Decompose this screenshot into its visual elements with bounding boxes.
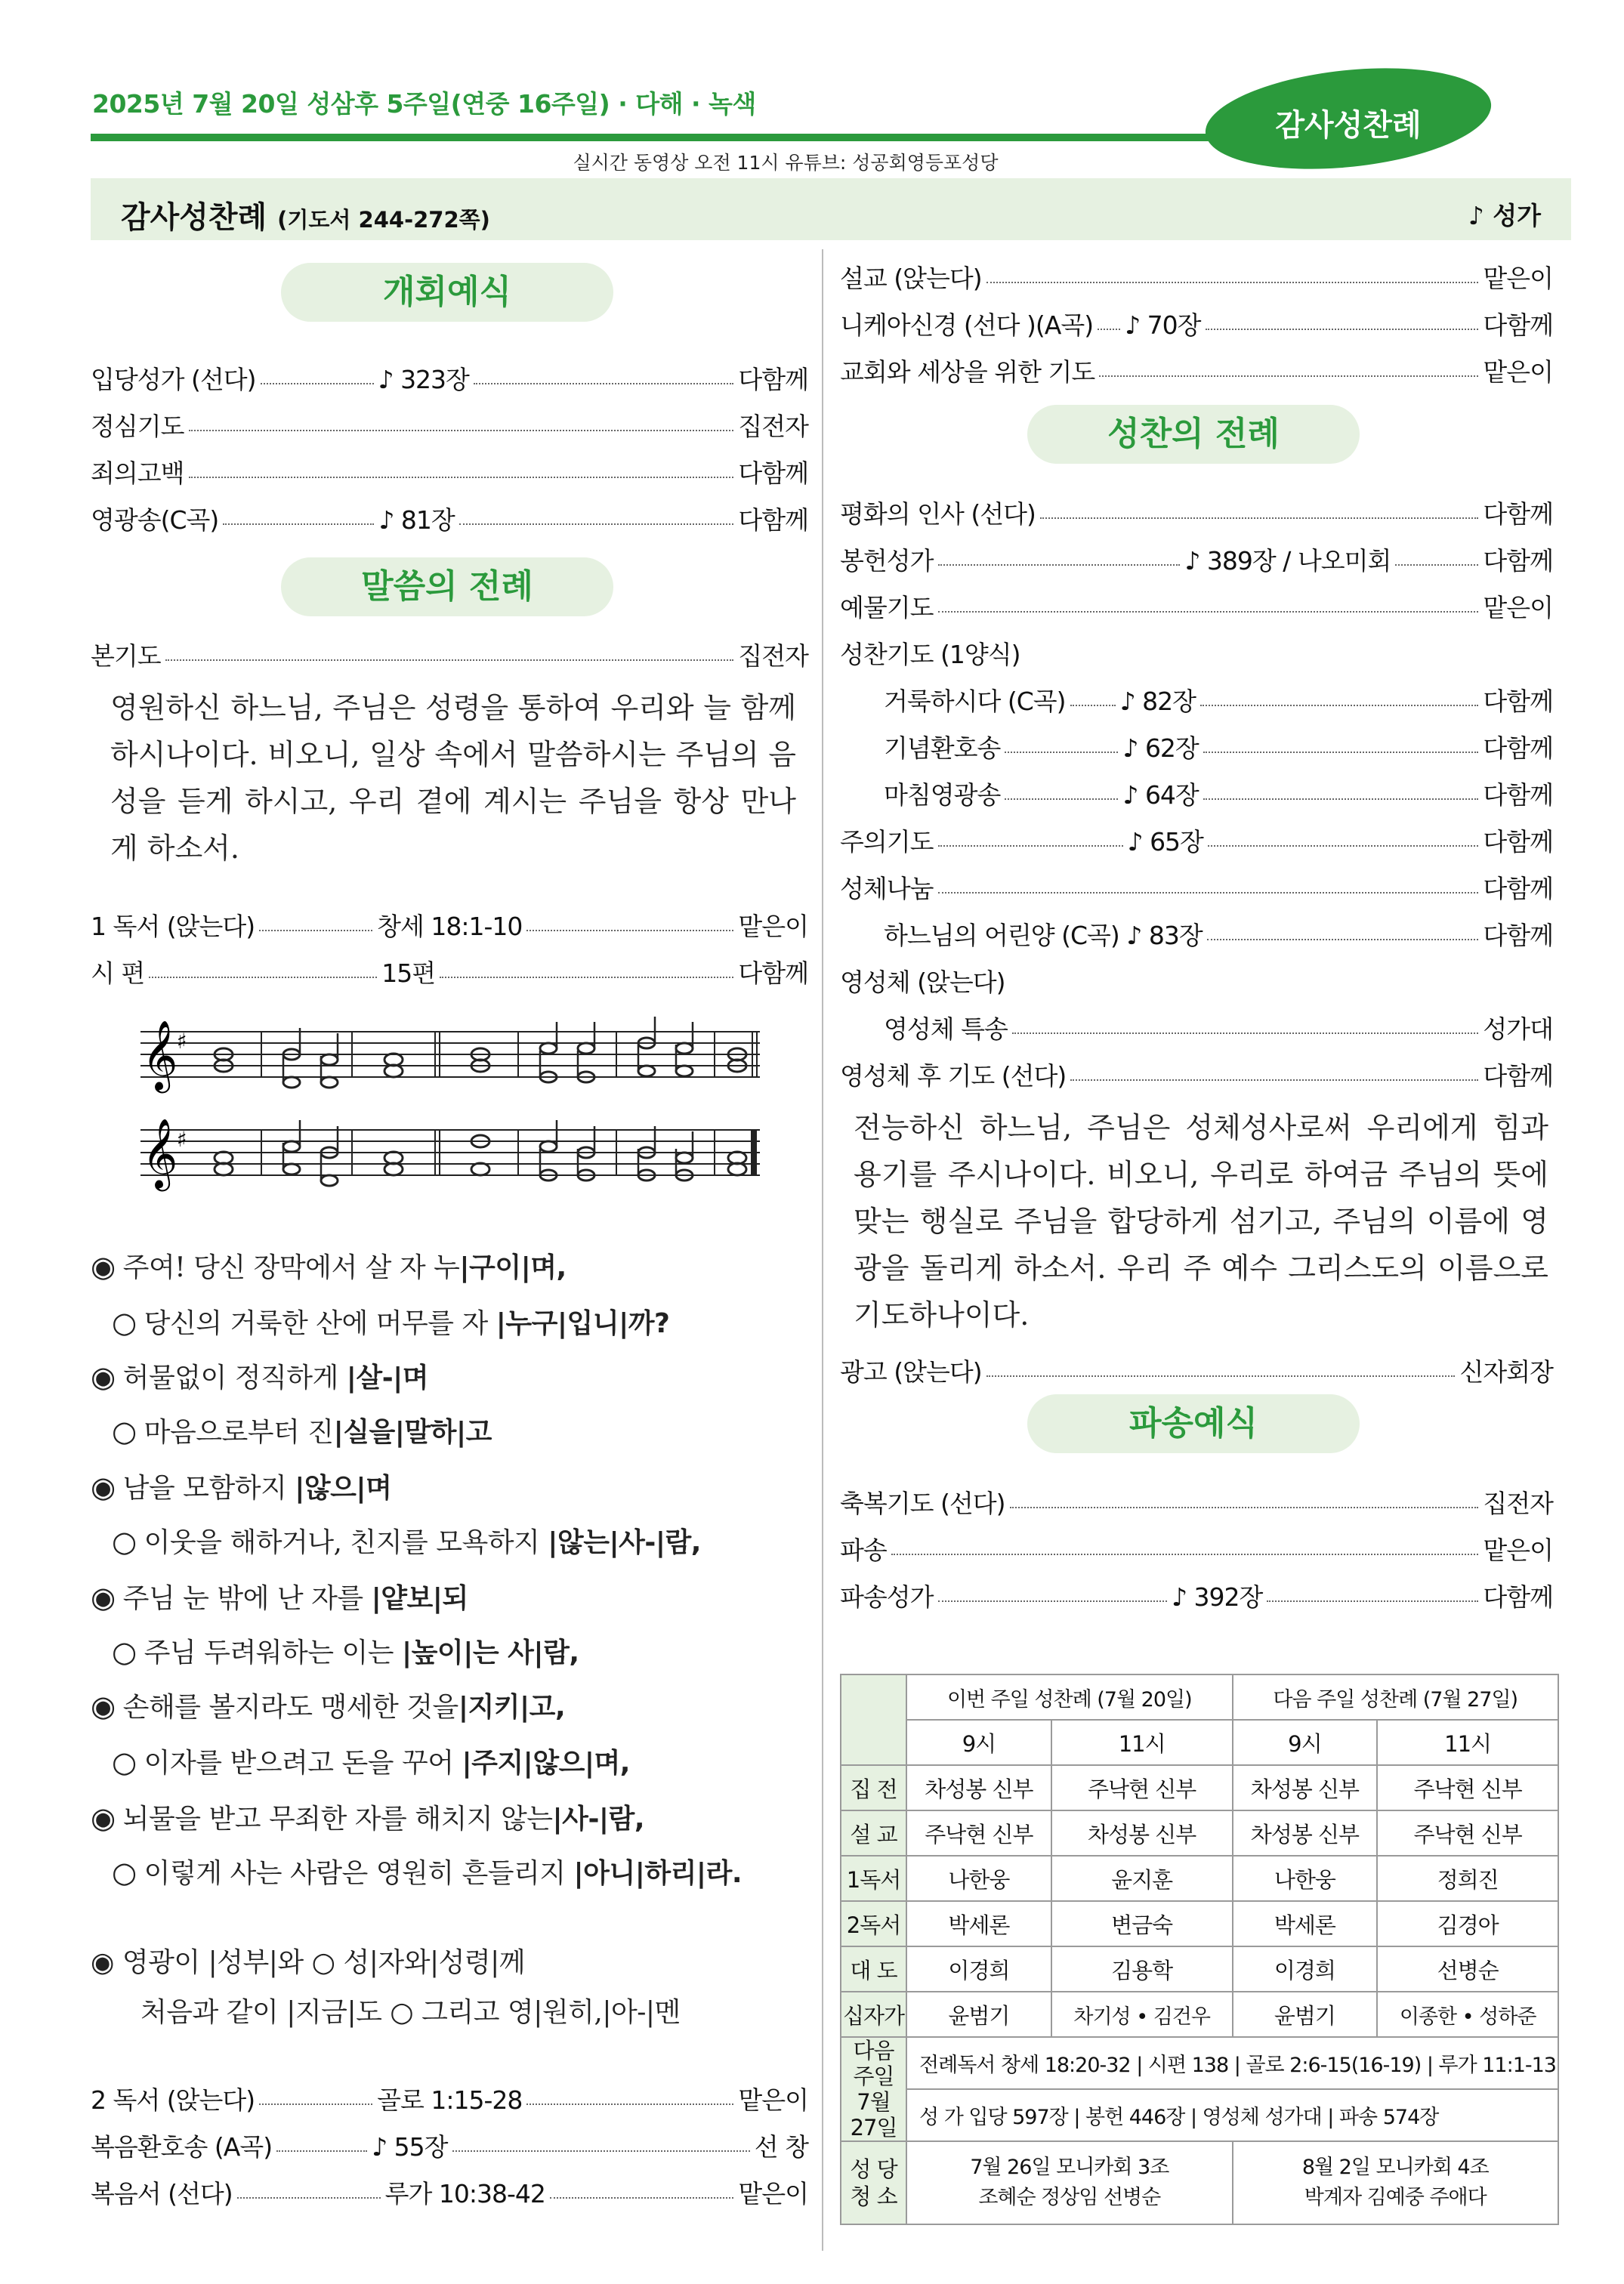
name-cell: 차기성 • 김건우 <box>1051 1992 1233 2037</box>
badge-label: 감사성찬례 <box>1275 108 1422 143</box>
name-cell: 차성봉 신부 <box>1051 1810 1233 1856</box>
hymn-column-label: ♪ 성가 <box>1468 201 1541 230</box>
verse-marker: ◉ <box>91 1801 116 1835</box>
list-item: 기념환호송 ♪ 62장 다함께 <box>884 733 1553 763</box>
table-row <box>841 1946 1558 1992</box>
name-cell: 김용학 <box>1051 1946 1233 1992</box>
psalm-line <box>112 1302 669 1341</box>
verse-text: 뇌물을 받고 무죄한 자를 해치지 않는 <box>122 1804 553 1835</box>
name-cell: 윤지훈 <box>1051 1856 1233 1901</box>
svg-text:𝄞: 𝄞 <box>142 1020 178 1090</box>
name-cell: 박세론 <box>1233 1901 1378 1946</box>
time-cell: 9시 <box>1233 1720 1378 1765</box>
verse-pointing: |구이|며, <box>459 1252 567 1283</box>
psalm-line <box>91 1357 428 1395</box>
psalm-line <box>112 1852 742 1890</box>
list-item: 영성체 후 기도 (선다) 다함께 <box>840 1060 1553 1091</box>
list-item: 복음환호송 (A곡) ♪ 55장 선 창 <box>91 2131 808 2162</box>
collect-text: 영원하신 하느님, 주님은 성령을 통하여 우리와 늘 함께 하시나이다. 비오니, 일상 속에서 말씀하시는 주님의 음성을 듣게 하시고, 우리 곁에 계시는 주님을 항상 만나게 하소서. <box>110 691 796 865</box>
list-item: 입당성가 (선다) ♪ 323장 다함께 <box>91 364 808 394</box>
table-corner <box>841 1674 906 1765</box>
list-item: 1 독서 (앉는다) 창세 18:1-10 맡은이 <box>91 911 808 941</box>
name-cell: 김경아 <box>1377 1901 1558 1946</box>
role-cell: 2독서 <box>841 1901 906 1946</box>
name-cell: 차성봉 신부 <box>906 1765 1051 1810</box>
verse-text: 이렇게 사는 사람은 영원히 흔들리지 <box>144 1858 574 1889</box>
verse-pointing: |높이|는 사|람, <box>402 1637 579 1668</box>
verse-marker: ◉ <box>91 1250 116 1283</box>
name-cell: 나한웅 <box>1233 1856 1378 1901</box>
list-item: 축복기도 (선다) 집전자 <box>840 1488 1553 1518</box>
verse-text: 주여! 당신 장막에서 살 자 누 <box>122 1252 460 1283</box>
verse-text: 손해를 볼지라도 맹세한 것을 <box>122 1692 458 1723</box>
verse-marker: ○ <box>112 1635 137 1668</box>
name-cell: 이종한 • 성하준 <box>1377 1992 1558 2037</box>
name-cell: 박세론 <box>906 1901 1051 1946</box>
list-item: 영광송(C곡) ♪ 81장 다함께 <box>91 505 808 535</box>
list-item: 복음서 (선다) 루가 10:38-42 맡은이 <box>91 2178 808 2208</box>
verse-marker: ◉ <box>91 1690 116 1723</box>
table-row <box>841 1765 1558 1810</box>
next-hymns: 성 가 입당 597장 | 봉헌 446장 | 영성체 성가대 | 파송 574장 <box>906 2089 1558 2141</box>
name-cell: 이경희 <box>1233 1946 1378 1992</box>
psalm-line <box>91 1467 391 1505</box>
time-cell: 11시 <box>1051 1720 1233 1765</box>
live-stream-info: 실시간 동영상 오전 11시 유튜브: 성공회영등포성당 <box>573 152 999 174</box>
table-row <box>841 1856 1558 1901</box>
psalm-line <box>112 1742 630 1780</box>
list-item: 설교 (앉는다) 맡은이 <box>840 263 1553 293</box>
verse-marker: ○ <box>112 1306 137 1339</box>
verse-text: 주님 두려워하는 이는 <box>144 1637 402 1668</box>
verse-pointing: |실을|말하|고 <box>333 1417 492 1448</box>
name-cell: 윤범기 <box>1233 1992 1378 2037</box>
post-communion-text: 전능하신 하느님, 주님은 성체성사로써 우리에게 힘과 용기를 주시나이다. 비오니, 우리로 하여금 주님의 뜻에 맞는 행실로 주님을 합당하게 섬기고, 주님의 이름에 영광을 돌리게 하소서. 우리 주 예수 그리스도의 이름으로 기도하나이다. <box>854 1111 1548 1332</box>
name-cell: 주낙현 신부 <box>1377 1810 1558 1856</box>
name-cell: 주낙현 신부 <box>906 1810 1051 1856</box>
verse-marker: ○ <box>112 1856 137 1889</box>
service-pages: (기도서 244-272쪽) <box>277 207 490 233</box>
list-item: 광고 (앉는다) 신자회장 <box>840 1357 1553 1387</box>
verse-pointing: |아니|하리|라. <box>573 1858 743 1889</box>
verse-marker: ◉ <box>91 1581 116 1614</box>
time-cell: 11시 <box>1377 1720 1558 1765</box>
list-item: 거룩하시다 (C곡) ♪ 82장 다함께 <box>884 686 1553 716</box>
name-cell: 차성봉 신부 <box>1233 1765 1378 1810</box>
name-cell: 주낙현 신부 <box>1051 1765 1233 1810</box>
verse-pointing: |사-|람, <box>552 1804 644 1835</box>
verse-pointing: |않는|사-|람, <box>548 1527 701 1558</box>
list-item: 봉헌성가 ♪ 389장 / 나오미회 다함께 <box>840 545 1553 576</box>
verse-pointing: |누구|입니|까? <box>496 1308 670 1339</box>
psalm-line <box>112 1521 701 1560</box>
doxology-line-2: 처음과 같이 |지금|도 ○ 그리고 영|원히,|아-|멘 <box>140 1997 681 2028</box>
list-item: 하느님의 어린양 (C곡) ♪ 83장 다함께 <box>884 920 1553 950</box>
name-cell: 선병순 <box>1377 1946 1558 1992</box>
verse-text: 남을 모함하지 <box>122 1473 295 1504</box>
service-title <box>121 193 490 236</box>
list-item: 파송 맡은이 <box>840 1535 1553 1565</box>
verse-text: 이자를 받으려고 돈을 꾸어 <box>144 1748 462 1779</box>
section-eucharist: 성찬의 전례 <box>1027 405 1360 464</box>
schedule-table <box>840 1674 1559 2225</box>
psalm-line <box>91 1577 468 1616</box>
section-opening: 개회예식 <box>281 263 613 322</box>
header-rule <box>91 134 1269 141</box>
name-cell: 차성봉 신부 <box>1233 1810 1378 1856</box>
verse-text: 당신의 거룩한 산에 머무를 자 <box>144 1308 496 1339</box>
date-line: 2025년 7월 20일 성삼후 5주일(연중 16주일) · 다해 · 녹색 <box>92 89 756 119</box>
verse-marker: ◉ <box>91 1360 116 1394</box>
name-cell: 변금숙 <box>1051 1901 1233 1946</box>
svg-text:𝄞: 𝄞 <box>142 1118 178 1188</box>
verse-text: 허물없이 정직하게 <box>122 1363 347 1394</box>
list-item: 성체나눔 다함께 <box>840 873 1553 903</box>
verse-marker: ○ <box>112 1525 137 1558</box>
section-word: 말씀의 전례 <box>281 557 613 616</box>
verse-marker: ○ <box>112 1745 137 1779</box>
column-divider <box>822 249 823 2251</box>
psalm-line <box>112 1411 492 1449</box>
next-week-header: 다음 주일 성찬례 (7월 27일) <box>1233 1674 1558 1720</box>
list-item: 평화의 인사 (선다) 다함께 <box>840 498 1553 529</box>
chant-staff-2 <box>140 1107 767 1198</box>
role-cell: 집 전 <box>841 1765 906 1810</box>
name-cell: 나한웅 <box>906 1856 1051 1901</box>
list-item: 영성체 (앉는다) <box>840 967 1005 997</box>
section-dismissal: 파송예식 <box>1027 1394 1360 1453</box>
psalm-line <box>91 1798 644 1836</box>
role-cell: 대 도 <box>841 1946 906 1992</box>
name-cell: 이경희 <box>906 1946 1051 1992</box>
list-item: 니케아신경 (선다 )(A곡) ♪ 70장 다함께 <box>840 310 1553 340</box>
list-item: 시 편 15편 다함께 <box>91 958 808 988</box>
verse-pointing: |지키|고, <box>458 1692 566 1723</box>
verse-pointing: |않으|며 <box>295 1473 392 1504</box>
verse-pointing: |살-|며 <box>346 1363 429 1394</box>
verse-text: 마음으로부터 진 <box>144 1417 334 1448</box>
this-week-header: 이번 주일 성찬례 (7월 20일) <box>906 1674 1232 1720</box>
time-cell: 9시 <box>906 1720 1051 1765</box>
list-item: 영성체 특송 성가대 <box>884 1014 1553 1044</box>
table-row <box>841 1992 1558 2037</box>
name-cell: 주낙현 신부 <box>1377 1765 1558 1810</box>
psalm-line <box>91 1686 565 1724</box>
list-item: 성찬기도 (1양식) <box>840 639 1020 669</box>
svg-text:♯: ♯ <box>177 1127 187 1152</box>
list-item: 교회와 세상을 위한 기도 맡은이 <box>840 356 1553 387</box>
psalm-line <box>91 1246 567 1285</box>
verse-pointing: |주지|않으|며, <box>462 1748 630 1779</box>
list-item: 죄의고백 다함께 <box>91 458 808 488</box>
list-item: 예물기도 맡은이 <box>840 592 1553 622</box>
list-item: 본기도 집전자 <box>91 640 808 671</box>
list-item: 2 독서 (앉는다) 골로 1:15-28 맡은이 <box>91 2085 808 2115</box>
list-item: 마침영광송 ♪ 64장 다함께 <box>884 779 1553 810</box>
role-cell: 십자가 <box>841 1992 906 2037</box>
next-readings: 전례독서 창세 18:20-32 | 시편 138 | 골로 2:6-15(16-19) | 루가 11:1-13 <box>906 2037 1558 2089</box>
verse-text: 이웃을 해하거나, 친지를 모욕하지 <box>144 1527 548 1558</box>
list-item: 주의기도 ♪ 65장 다함께 <box>840 826 1553 857</box>
verse-pointing: |얕보|되 <box>371 1583 468 1614</box>
next-sunday-label: 다음 주일 7월 27일 <box>841 2037 906 2141</box>
table-row <box>841 1901 1558 1946</box>
service-title-text: 감사성찬례 <box>121 200 267 235</box>
chant-staff-1 <box>140 1009 767 1100</box>
psalm-line <box>112 1631 579 1670</box>
cleaning-team-a: 7월 26일 모니카회 3조 조혜순 정상임 선병순 <box>906 2141 1232 2224</box>
role-cell: 설 교 <box>841 1810 906 1856</box>
verse-text: 주님 눈 밖에 난 자를 <box>122 1583 372 1614</box>
list-item: 파송성가 ♪ 392장 다함께 <box>840 1582 1553 1612</box>
verse-marker: ○ <box>112 1415 137 1448</box>
list-item: 정심기도 집전자 <box>91 411 808 441</box>
name-cell: 정희진 <box>1377 1856 1558 1901</box>
doxology-line-1: ◉ 영광이 |성부|와 ○ 성|자와|성령|께 <box>91 1947 526 1978</box>
table-row <box>841 1810 1558 1856</box>
svg-text:♯: ♯ <box>177 1029 187 1054</box>
name-cell: 윤범기 <box>906 1992 1051 2037</box>
role-cell: 1독서 <box>841 1856 906 1901</box>
cleaning-team-b: 8월 2일 모니카회 4조 박계자 김예중 주애다 <box>1233 2141 1558 2224</box>
cleaning-label: 성 당 청 소 <box>841 2141 906 2224</box>
verse-marker: ◉ <box>91 1471 116 1504</box>
